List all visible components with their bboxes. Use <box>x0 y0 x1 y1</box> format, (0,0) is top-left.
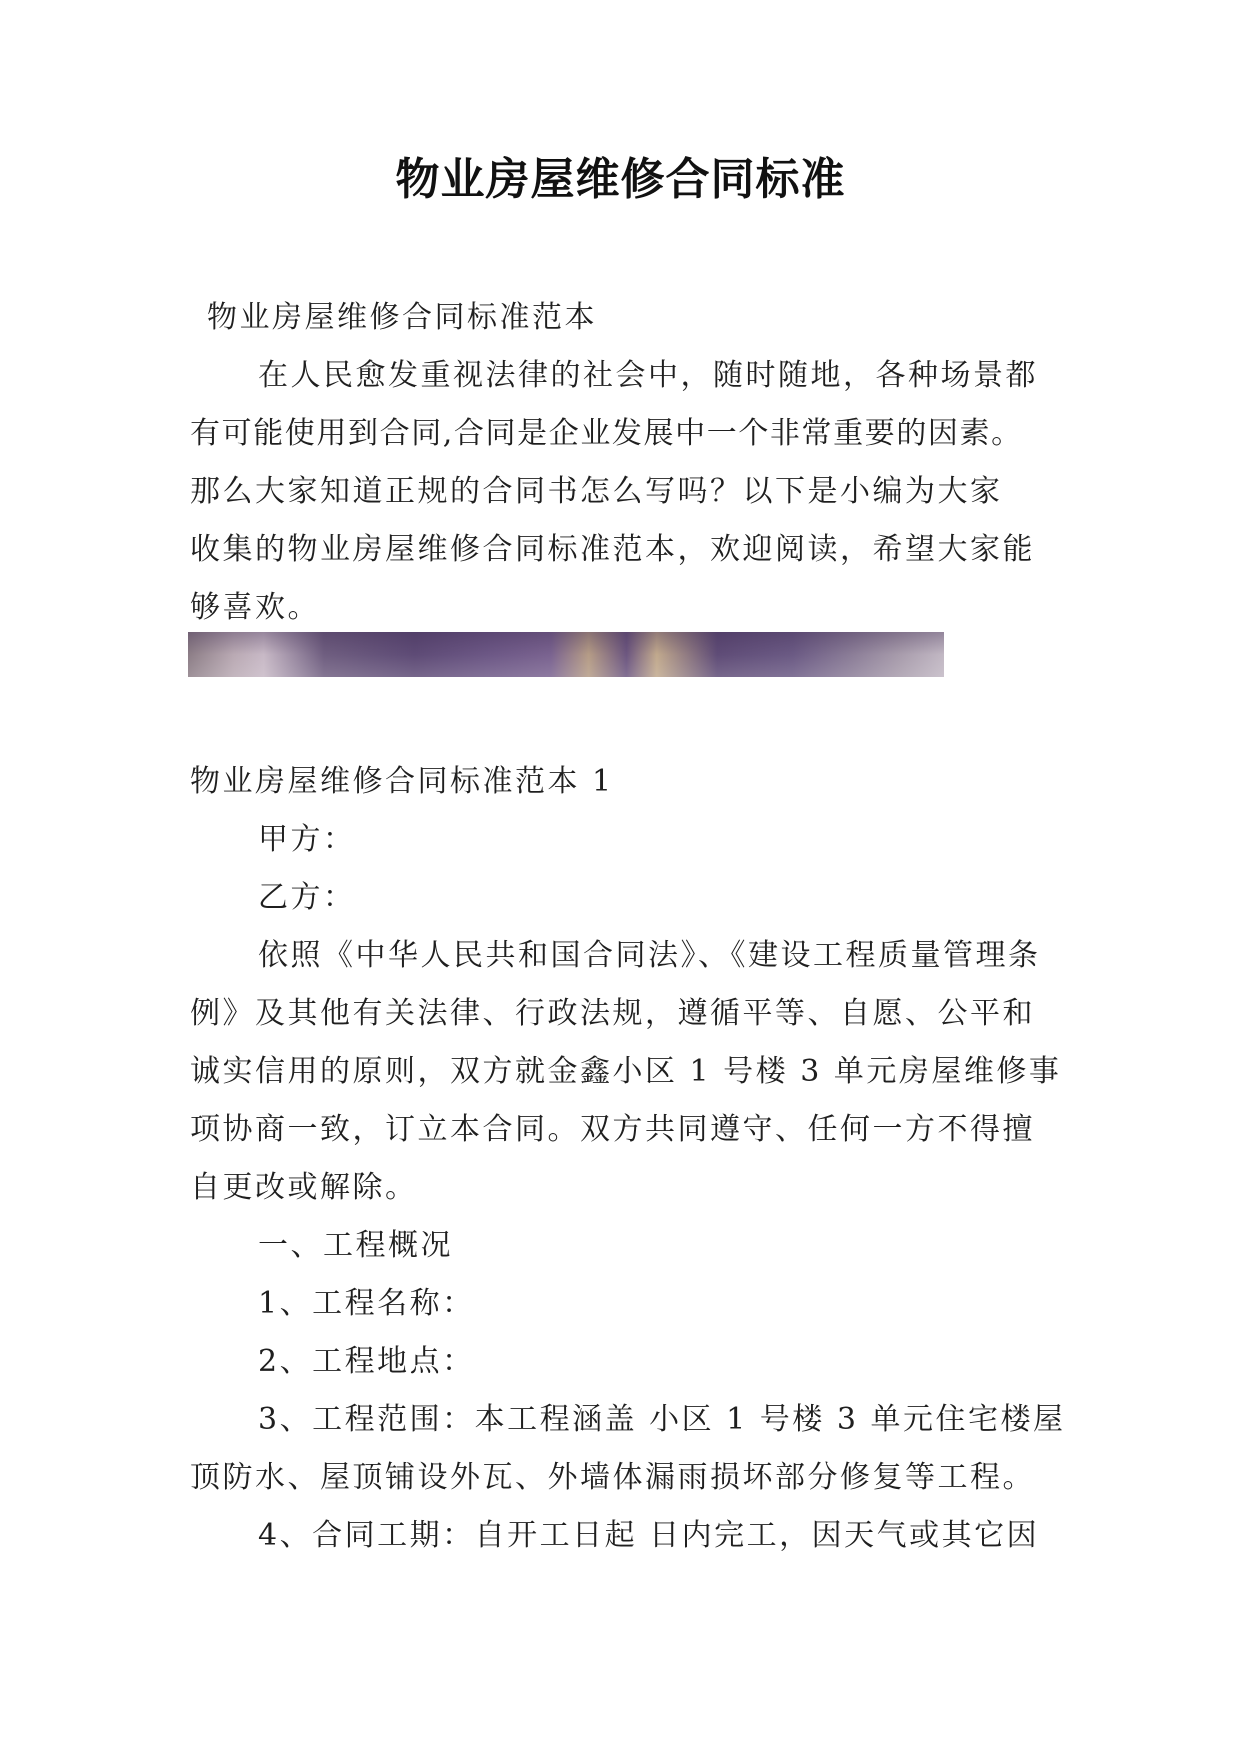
intro-line: 有可能使用到合同,合同是企业发展中一个非常重要的因素。 <box>190 416 1023 451</box>
intro-line: 那么大家知道正规的合同书怎么写吗？以下是小编为大家 <box>190 474 1003 509</box>
body-line: 3、工程范围：本工程涵盖 小区 1 号楼 3 单元住宅楼屋 <box>258 1402 1066 1437</box>
body-line: 甲方： <box>258 822 356 857</box>
body-line: 乙方： <box>258 880 356 915</box>
section-heading: 物业房屋维修合同标准范本 1 <box>190 764 614 799</box>
body-line: 顶防水、屋顶铺设外瓦、外墙体漏雨损坏部分修复等工程。 <box>190 1460 1035 1495</box>
body-line: 例》及其他有关法律、行政法规，遵循平等、自愿、公平和 <box>190 996 1035 1031</box>
intro-line: 在人民愈发重视法律的社会中，随时随地，各种场景都 <box>258 358 1038 393</box>
body-line: 2、工程地点： <box>258 1344 475 1379</box>
body-line: 自更改或解除。 <box>190 1170 418 1205</box>
intro-line: 够喜欢。 <box>190 590 320 625</box>
body-line: 一、工程概况 <box>258 1228 453 1263</box>
intro-line: 收集的物业房屋维修合同标准范本，欢迎阅读，希望大家能 <box>190 532 1035 567</box>
document-subtitle: 物业房屋维修合同标准范本 <box>207 300 597 335</box>
banner-image-shade <box>188 632 944 677</box>
body-line: 项协商一致，订立本合同。双方共同遵守、任何一方不得擅 <box>190 1112 1035 1147</box>
body-line: 4、合同工期：自开工日起 日内完工，因天气或其它因 <box>258 1518 1040 1553</box>
body-line: 依照《中华人民共和国合同法》、《建设工程质量管理条 <box>258 938 1041 973</box>
banner-image <box>188 632 944 677</box>
body-line: 诚实信用的原则，双方就金鑫小区 1 号楼 3 单元房屋维修事 <box>190 1054 1062 1089</box>
body-line: 1、工程名称： <box>258 1286 475 1321</box>
document-title: 物业房屋维修合同标准 <box>395 154 846 205</box>
